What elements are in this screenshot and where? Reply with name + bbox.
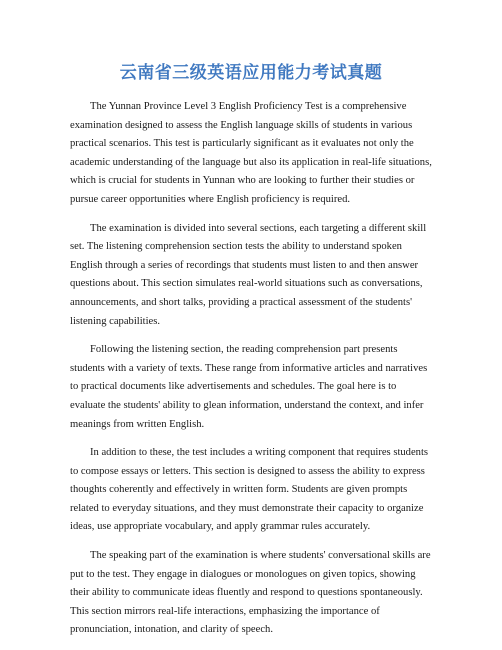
paragraph-reading: Following the listening section, the reading comprehension part presents students with a variety of texts. These range from informative articles and narratives to practical documents like advertisements and schedules. The goal here is to evaluate the students' ability to glean information, understand the context, and infer meanings from written English. [70,344,428,430]
paragraph-speaking: The speaking part of the examination is where students' conversational skills are put to the test. They engage in dialogues or monologues on given topics, showing their ability to communicate ideas fluently and respond to questions spontaneously. This section mirrors real-life interactions, emphasizing the importance of pronunciation, intonation, and clarity of speech. [70,550,431,636]
document-body [70,98,434,650]
paragraph-writing: In addition to these, the test includes a writing component that requires students to compose essays or letters. This section is designed to assess the ability to express thoughts coherently and effectively in written form. Students are given prompts related to everyday situations, and they must demonstrate their capacity to organize ideas, use appropriate vocabulary, and apply grammar rules accurately. [70,447,429,533]
document-title: 云南省三级英语应用能力考试真题 [119,63,383,83]
paragraph-intro: The Yunnan Province Level 3 English Proficiency Test is a comprehensive examination designed to assess the English language skills of students in various practical scenarios. This test is particularly significant as it evaluates not only the academic understanding of the language but also its application in real-life situations, which is crucial for students in Yunnan who are looking to further their studies or pursue career opportunities where English proficiency is required. [70,101,432,205]
paragraph-listening: The examination is divided into several sections, each targeting a different skill set. The listening comprehension section tests the ability to understand spoken English through a series of recordings that students must listen to and then answer questions about. This section simulates real-world situations such as conversations, announcements, and short talks, providing a practical assessment of the students' listening capabilities. [70,222,427,327]
